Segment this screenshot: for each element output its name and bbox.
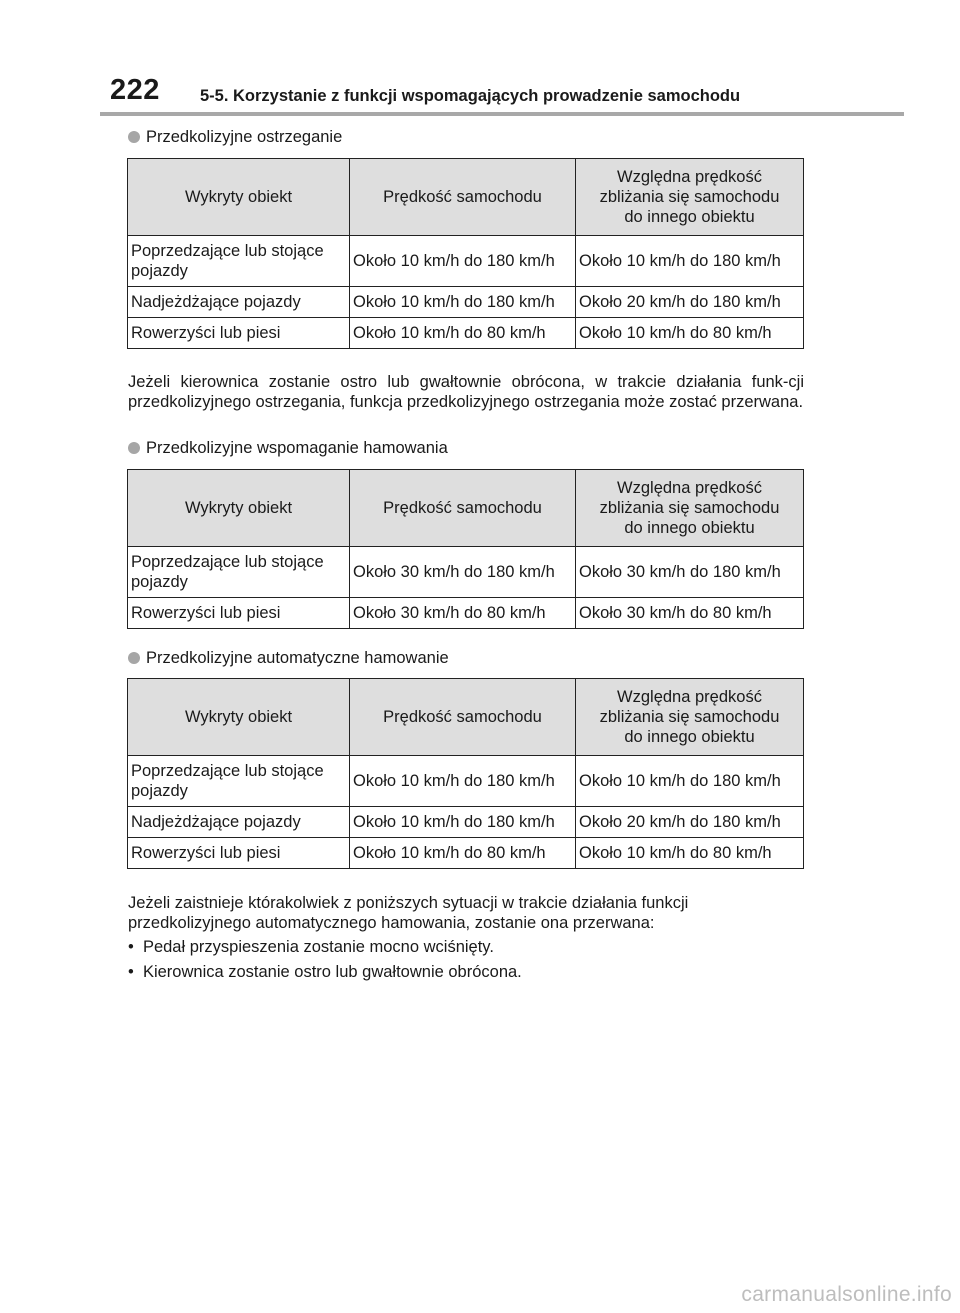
list-item [128,962,522,982]
watermark-logo[interactable]: carmanualsonline.info [741,1283,952,1306]
bullet-dot: • [128,938,143,956]
section-title: Przedkolizyjne automatyczne hamowanie [146,649,449,667]
auto-brake-table [127,678,804,869]
table-row [128,807,804,838]
column-header: Prędkość samochodu [350,159,576,236]
list-item-text: Kierownica zostanie ostro lub gwałtownie obrócona. [142,963,522,981]
table-cell: Około 30 km/h do 80 km/h [350,598,576,629]
brake-assist-table [127,469,804,629]
table-cell: Poprzedzające lub stojące pojazdy [128,547,350,598]
table-cell: Około 10 km/h do 180 km/h [350,236,576,287]
table-cell: Około 10 km/h do 180 km/h [576,236,804,287]
table-row [128,756,804,807]
section-heading-auto-brake [128,648,449,668]
table-cell: Nadjeżdżające pojazdy [128,287,350,318]
page-header [0,0,960,118]
table-cell: Około 10 km/h do 80 km/h [350,318,576,349]
table-cell: Nadjeżdżające pojazdy [128,807,350,838]
bullet-icon [128,131,140,143]
column-header: Względna prędkość zbliżania się samochodu do innego obiektu [576,679,804,756]
table-cell: Poprzedzające lub stojące pojazdy [128,756,350,807]
column-header: Prędkość samochodu [350,470,576,547]
column-header: Względna prędkość zbliżania się samochodu do innego obiektu [576,159,804,236]
table-cell: Około 10 km/h do 180 km/h [350,807,576,838]
section-title: Przedkolizyjne ostrzeganie [146,128,343,146]
table-row [128,287,804,318]
header-divider [100,112,904,116]
table-row [128,236,804,287]
table-cell: Około 30 km/h do 80 km/h [576,598,804,629]
table-cell: Około 30 km/h do 180 km/h [350,547,576,598]
table-header-row [128,159,804,236]
warning-note: Jeżeli kierownica zostanie ostro lub gwałtownie obrócona, w trakcie działania funk-cji przedkolizyjnego ostrzegania, funkcja przedkolizyjnego ostrzegania może zostać przerwana. [128,373,804,411]
column-header: Wykryty obiekt [128,470,350,547]
column-header: Wykryty obiekt [128,159,350,236]
chapter-title: 5-5. Korzystanie z funkcji wspomagających prowadzenie samochodu [200,87,741,105]
bullet-dot: • [128,963,143,981]
table-cell: Około 10 km/h do 180 km/h [576,756,804,807]
table-cell: Około 20 km/h do 180 km/h [576,287,804,318]
table-row [128,838,804,869]
table-cell: Rowerzyści lub piesi [128,318,350,349]
warning-table [127,158,804,349]
column-header: Względna prędkość zbliżania się samochodu do innego obiektu [576,470,804,547]
auto-brake-note: Jeżeli zaistnieje którakolwiek z poniższych sytuacji w trakcie działania funkcji przedkolizyjnego automatycznego hamowania, zostanie ona przerwana: [128,894,689,932]
table-cell: Około 10 km/h do 180 km/h [350,287,576,318]
column-header: Wykryty obiekt [128,679,350,756]
table-cell: Około 10 km/h do 80 km/h [576,318,804,349]
page-number: 222 [110,74,160,106]
table-cell: Rowerzyści lub piesi [128,598,350,629]
bullet-icon [128,652,140,664]
bullet-icon [128,442,140,454]
table-cell: Poprzedzające lub stojące pojazdy [128,236,350,287]
section-heading-warning [128,127,342,147]
table-header-row [128,679,804,756]
table-cell: Około 10 km/h do 180 km/h [350,756,576,807]
section-heading-brake-assist [128,438,448,458]
table-cell: Około 10 km/h do 80 km/h [576,838,804,869]
column-header: Prędkość samochodu [350,679,576,756]
table-cell: Około 30 km/h do 180 km/h [576,547,804,598]
table-cell: Rowerzyści lub piesi [128,838,350,869]
section-title: Przedkolizyjne wspomaganie hamowania [146,439,448,457]
table-cell: Około 10 km/h do 80 km/h [350,838,576,869]
table-row [128,318,804,349]
list-item-text: Pedał przyspieszenia zostanie mocno wciśnięty. [142,938,494,956]
table-cell: Około 20 km/h do 180 km/h [576,807,804,838]
table-row [128,598,804,629]
list-item [128,937,494,957]
table-header-row [128,470,804,547]
table-row [128,547,804,598]
